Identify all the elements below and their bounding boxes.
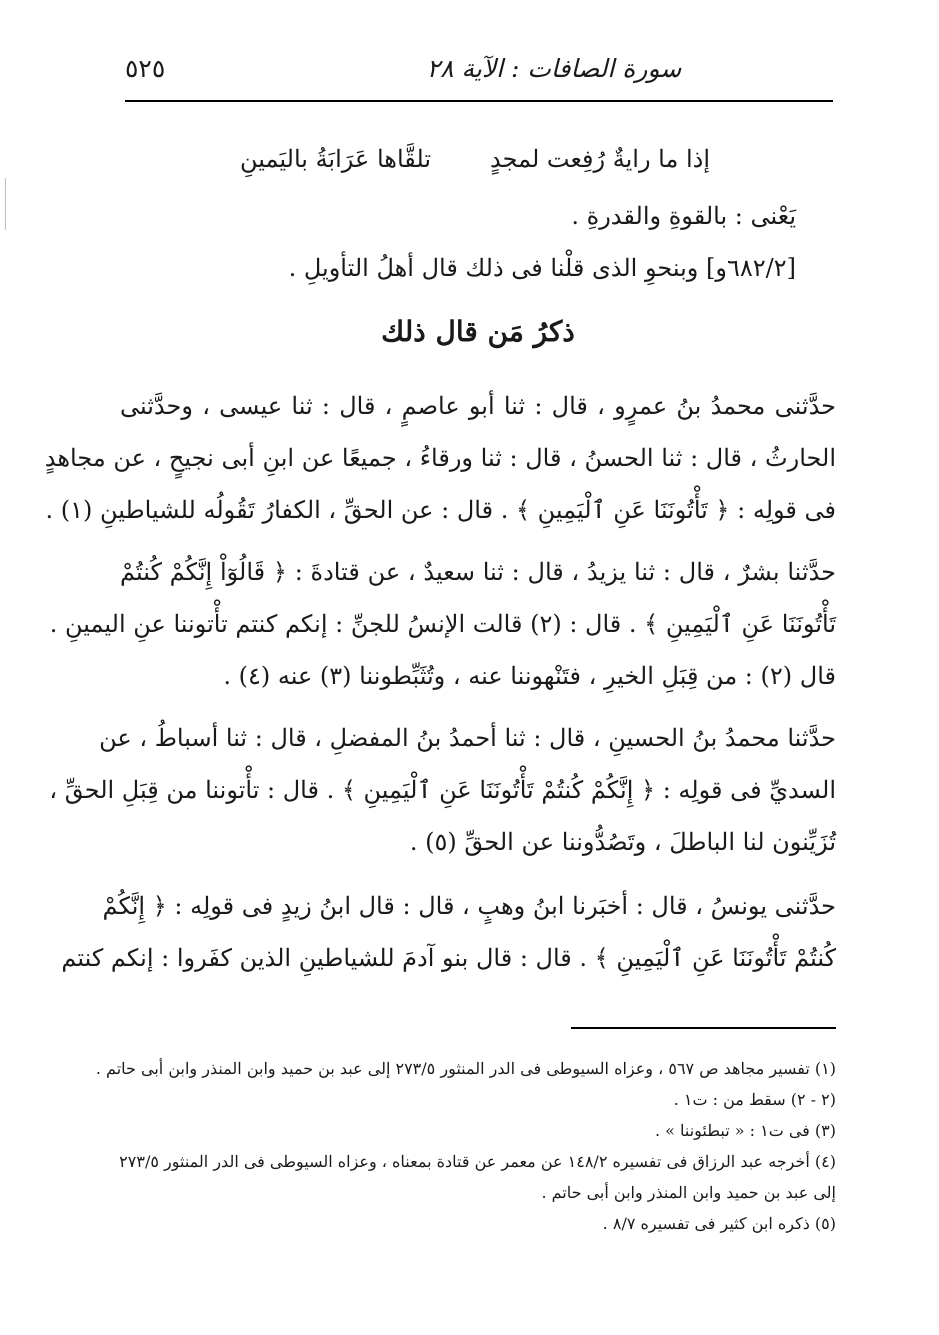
paragraph-3 (49, 712, 836, 868)
paragraph-line: حدَّثنى محمدُ بنُ عمرٍو ، قال : ثنا أبو عاصمٍ ، قال : ثنا عيسى ، وحدَّثنى (120, 392, 836, 420)
verse-hemistich-1: إذا ما رايةٌ رُفِعت لمجدٍ (490, 145, 710, 173)
paragraph-4 (61, 880, 836, 984)
paragraph-line: الحارثُ ، قال : ثنا الحسنُ ، قال : ثنا ورقاءُ ، جميعًا عن ابنِ أبى نجيحٍ ، عن مجاهدٍ (44, 444, 836, 472)
paragraph-line: حدَّثنى يونسُ ، قال : أخبَرنا ابنُ وهبٍ ، قال : قال ابنُ زيدٍ فى قولِه : ﴿ إِنَّكُمْ (102, 892, 836, 920)
page-number: ٥٢٥ (125, 54, 166, 83)
footnote: (٢ - ٢) سقط من : ت١ . (673, 1090, 836, 1109)
paragraph-1 (44, 380, 836, 536)
paragraph-2 (49, 546, 836, 702)
margin-mark (5, 178, 6, 230)
footnote: (٤) أخرجه عبد الرزاق فى تفسيره ١٤٨/٢ عن معمر عن قتادة بمعناه ، وعزاه السيوطى فى الدر المنثور ٢٧٣/٥ (119, 1152, 836, 1171)
footnote-continuation: إلى عبد بن حميد وابن المنذر وابن أبى حاتم . (541, 1183, 836, 1202)
footnote: (٣) فى ت١ : « تبطئوننا » . (654, 1121, 836, 1140)
intro-line: [٦٨٢/٢و] وبنحوِ الذى قلْنا فى ذلك قال أهلُ التأويلِ . (288, 254, 796, 282)
intro-text (120, 190, 836, 294)
paragraph-line: السديِّ فى قولِه : ﴿ إِنَّكُمْ كُنتُمْ تَأْتُونَنَا عَنِ ٱلْيَمِينِ ﴾ . قال : تأْتوننا من قِبَلِ الحقِّ ، (49, 776, 836, 804)
intro-line: يَعْنى : بالقوةِ والقدرةِ . (571, 202, 796, 230)
poetry-verse (240, 135, 710, 187)
footnote-rule (571, 1027, 836, 1029)
header-rule (125, 100, 833, 102)
section-heading: ذكرُ مَن قال ذلك (381, 315, 575, 348)
footnote: (١) تفسير مجاهد ص ٥٦٧ ، وعزاه السيوطى فى الدر المنثور ٢٧٣/٥ إلى عبد بن حميد وابن المنذر وابن أبى حاتم . (95, 1059, 836, 1078)
verse-hemistich-2: تلقَّاها عَرَابَةُ باليَمينِ (240, 145, 432, 173)
paragraph-line: تَأْتُونَنَا عَنِ ٱلْيَمِينِ ﴾ . قال : (٢) قالت الإنسُ للجنِّ : إنكم كنتم تأْتوننا عنِ اليمينِ . (49, 610, 836, 638)
running-title: سورة الصافات : الآية ٢٨ (426, 54, 682, 83)
paragraph-line: فى قولِه : ﴿ تَأْتُونَنَا عَنِ ٱلْيَمِينِ ﴾ . قال : عن الحقِّ ، الكفارُ تَقُولُه للشياطينِ (١) . (45, 496, 836, 524)
paragraph-line: حدَّثنا محمدُ بنُ الحسينِ ، قال : ثنا أحمدُ بنُ المفضلِ ، قال : ثنا أسباطُ ، عن (99, 724, 836, 752)
paragraph-line: قال (٢) : من قِبَلِ الخيرِ ، فتَنْهوننا عنه ، وتُثَبِّطوننا (٣) عنه (٤) . (223, 662, 836, 690)
paragraph-line: كُنتُمْ تَأْتُونَنَا عَنِ ٱلْيَمِينِ ﴾ . قال : قال بنو آدمَ للشياطينِ الذين كفَروا : إنكم كنتم (61, 944, 836, 972)
footnotes (95, 1053, 836, 1239)
paragraph-line: حدَّثنا بشرٌ ، قال : ثنا يزيدُ ، قال : ثنا سعيدٌ ، عن قتادةَ : ﴿ قَالُوٓاْ إِنَّكُمْ كُنتُمْ (120, 558, 836, 586)
footnote: (٥) ذكره ابن كثير فى تفسيره ٨/٧ . (602, 1214, 836, 1233)
page-header (125, 52, 833, 102)
paragraph-line: تُزَيِّنون لنا الباطلَ ، وتَصُدُّوننا عن الحقِّ (٥) . (409, 828, 836, 856)
